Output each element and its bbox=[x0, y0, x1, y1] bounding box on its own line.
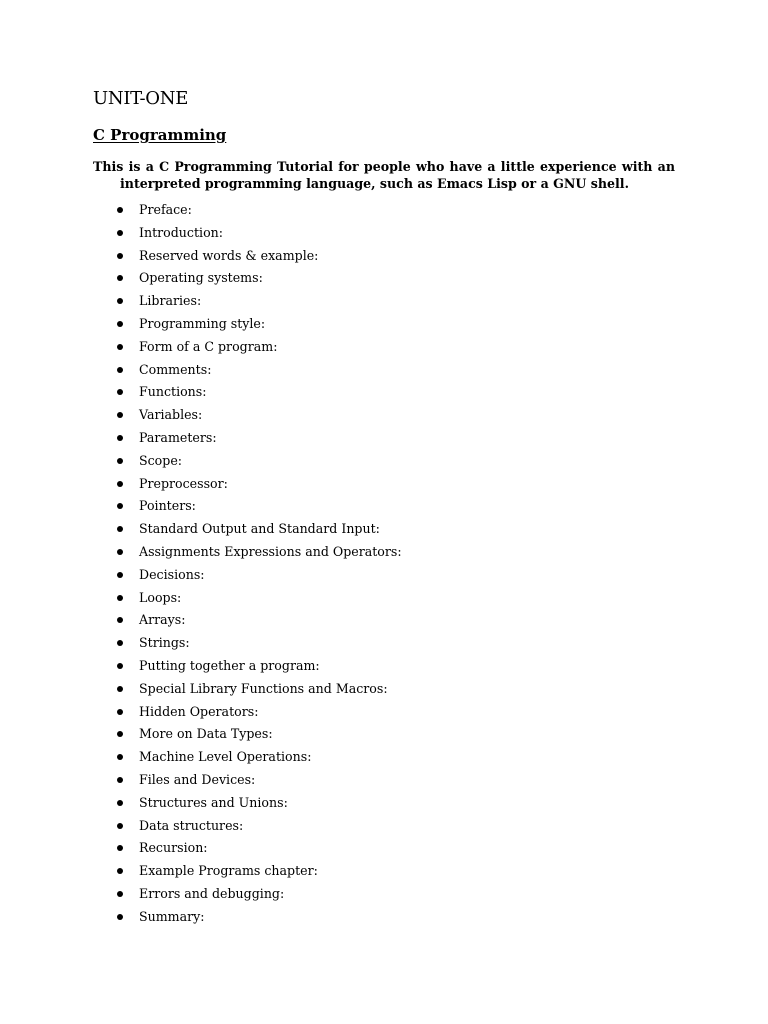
bullet-icon bbox=[117, 298, 123, 304]
list-item bbox=[115, 587, 402, 610]
list-item-text: Putting together a program: bbox=[139, 657, 320, 673]
list-item-text: Form of a C program: bbox=[139, 338, 278, 354]
list-item bbox=[115, 632, 402, 655]
bullet-icon bbox=[117, 230, 123, 236]
topic-list bbox=[115, 199, 402, 929]
list-item-text: Scope: bbox=[139, 452, 183, 468]
bullet-icon bbox=[117, 458, 123, 464]
bullet-icon bbox=[117, 572, 123, 578]
bullet-icon bbox=[117, 868, 123, 874]
bullet-icon bbox=[117, 435, 123, 441]
list-item bbox=[115, 860, 402, 883]
list-item bbox=[115, 381, 402, 404]
bullet-icon bbox=[117, 617, 123, 623]
list-item-text: Standard Output and Standard Input: bbox=[139, 521, 380, 537]
list-item-text: Libraries: bbox=[139, 293, 202, 309]
list-item-text: Assignments Expressions and Operators: bbox=[139, 543, 402, 559]
bullet-icon bbox=[117, 344, 123, 350]
list-item-text: Strings: bbox=[139, 635, 190, 651]
list-item-text: Files and Devices: bbox=[139, 771, 256, 787]
bullet-icon bbox=[117, 275, 123, 281]
list-item-text: Functions: bbox=[139, 384, 207, 400]
bullet-icon bbox=[117, 640, 123, 646]
list-item-text: Machine Level Operations: bbox=[139, 749, 312, 765]
list-item-text: Special Library Functions and Macros: bbox=[139, 680, 388, 696]
list-item-text: Errors and debugging: bbox=[139, 885, 285, 901]
bullet-icon bbox=[117, 891, 123, 897]
list-item bbox=[115, 267, 402, 290]
bullet-icon bbox=[117, 663, 123, 669]
list-item bbox=[115, 336, 402, 359]
bullet-icon bbox=[117, 777, 123, 783]
intro-paragraph: This is a C Programming Tutorial for people who have a little experience with an interpreted programming language, such as Emacs Lisp or a GNU shell. bbox=[93, 159, 675, 191]
list-item-text: More on Data Types: bbox=[139, 726, 273, 742]
list-item bbox=[115, 815, 402, 838]
list-item bbox=[115, 837, 402, 860]
list-item-text: Variables: bbox=[139, 407, 203, 423]
list-item-text: Example Programs chapter: bbox=[139, 863, 318, 879]
list-item-text: Reserved words & example: bbox=[139, 247, 319, 263]
list-item bbox=[115, 906, 402, 929]
list-item-text: Programming style: bbox=[139, 315, 266, 331]
list-item-text: Decisions: bbox=[139, 566, 205, 582]
list-item bbox=[115, 450, 402, 473]
list-item bbox=[115, 290, 402, 313]
list-item bbox=[115, 746, 402, 769]
list-item bbox=[115, 313, 402, 336]
list-item bbox=[115, 723, 402, 746]
bullet-icon bbox=[117, 845, 123, 851]
section-title: C Programming bbox=[93, 126, 227, 144]
list-item-text: Recursion: bbox=[139, 840, 208, 856]
list-item bbox=[115, 655, 402, 678]
bullet-icon bbox=[117, 686, 123, 692]
list-item-text: Operating systems: bbox=[139, 270, 263, 286]
list-item bbox=[115, 883, 402, 906]
list-item bbox=[115, 495, 402, 518]
list-item bbox=[115, 541, 402, 564]
list-item bbox=[115, 701, 402, 724]
list-item bbox=[115, 199, 402, 222]
list-item-text: Introduction: bbox=[139, 224, 223, 240]
list-item bbox=[115, 769, 402, 792]
bullet-icon bbox=[117, 389, 123, 395]
list-item bbox=[115, 222, 402, 245]
bullet-icon bbox=[117, 253, 123, 259]
list-item bbox=[115, 245, 402, 268]
list-item bbox=[115, 473, 402, 496]
bullet-icon bbox=[117, 207, 123, 213]
bullet-icon bbox=[117, 709, 123, 715]
list-item-text: Preface: bbox=[139, 202, 192, 217]
bullet-icon bbox=[117, 503, 123, 509]
list-item-text: Pointers: bbox=[139, 498, 196, 514]
bullet-icon bbox=[117, 823, 123, 829]
bullet-icon bbox=[117, 914, 123, 920]
list-item bbox=[115, 518, 402, 541]
bullet-icon bbox=[117, 412, 123, 418]
unit-title: UNIT-ONE bbox=[93, 88, 189, 109]
list-item bbox=[115, 359, 402, 382]
list-item-text: Summary: bbox=[139, 908, 205, 924]
list-item-text: Hidden Operators: bbox=[139, 703, 259, 719]
list-item bbox=[115, 564, 402, 587]
bullet-icon bbox=[117, 321, 123, 327]
bullet-icon bbox=[117, 731, 123, 737]
list-item-text: Structures and Unions: bbox=[139, 794, 288, 810]
bullet-icon bbox=[117, 800, 123, 806]
list-item bbox=[115, 404, 402, 427]
bullet-icon bbox=[117, 754, 123, 760]
list-item-text: Arrays: bbox=[139, 612, 186, 628]
bullet-icon bbox=[117, 549, 123, 555]
list-item bbox=[115, 678, 402, 701]
list-item-text: Parameters: bbox=[139, 429, 217, 445]
bullet-icon bbox=[117, 367, 123, 373]
list-item-text: Data structures: bbox=[139, 817, 244, 833]
list-item-text: Comments: bbox=[139, 361, 212, 377]
list-item bbox=[115, 427, 402, 450]
bullet-icon bbox=[117, 481, 123, 487]
bullet-icon bbox=[117, 595, 123, 601]
bullet-icon bbox=[117, 526, 123, 532]
list-item bbox=[115, 792, 402, 815]
list-item-text: Preprocessor: bbox=[139, 475, 228, 491]
list-item-text: Loops: bbox=[139, 589, 182, 605]
list-item bbox=[115, 609, 402, 632]
